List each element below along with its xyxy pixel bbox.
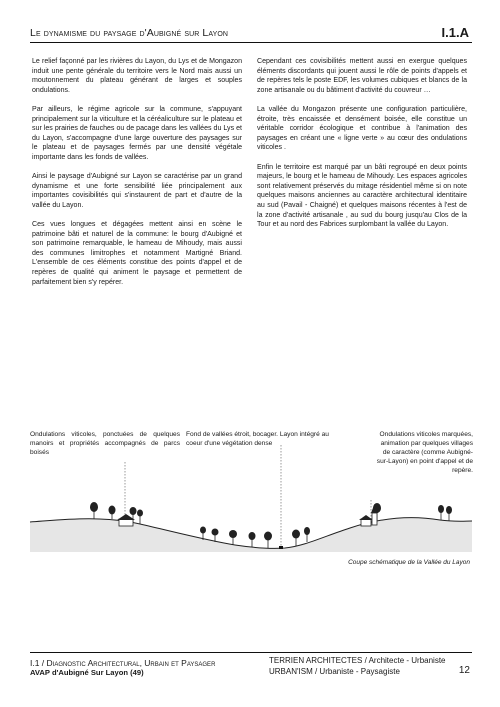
tree-icon: [304, 527, 310, 542]
manor-house-icon: [117, 514, 135, 526]
tree-icon: [137, 510, 143, 525]
paragraph: Ainsi le paysage d'Aubigné sur Layon se caractérise par un grand dynamisme et une forte sensibilité liée principalement aux importantes covisibilités qui s'instaurent de part et d'autre de la vallée du Layon.: [32, 173, 242, 209]
river-marker: [279, 546, 283, 549]
paragraph: Ces vues longues et dégagées mettent ainsi en scène le patrimoine bâti et naturel de la commune: le bourg d'Aubigné et son patrimoine remarquable, le hameau de Mihoudy, mais aussi des communes limitrophes et notamment Martigné Briand. L'ensemble de ces éléments constitue des points d'appel et de repères de qualité qui animent le paysage et permettent de parfaitement bien s'y repérer.: [32, 221, 242, 286]
tree-icon: [249, 532, 256, 547]
tree-icon: [212, 529, 219, 543]
footer-divider: [30, 652, 472, 653]
tree-icon: [229, 530, 237, 545]
tree-icon: [292, 530, 300, 547]
footer-firm-line2: URBAN'ISM / Urbaniste - Paysagiste: [269, 667, 400, 676]
page-number: 12: [458, 665, 470, 676]
footer-document-title: AVAP d'Aubigné Sur Layon (49): [30, 668, 144, 677]
page-title: Le dynamisme du paysage d'Aubigné sur Layon: [30, 27, 229, 39]
annotation-right: Ondulations viticoles marquées, animation par quelques villages de caractère (comme Aubigné-sur-Layon) en point d'appel et de repère.: [376, 431, 473, 474]
footer-section: I.1 / Diagnostic Architectural, Urbain et Paysager: [30, 658, 216, 668]
paragraph: Enfin le territoire est marqué par un bâti regroupé en deux points majeurs, le bourg et le hameau de Mihoudy. Les espaces agricoles sont relativement préservés du mitage résidentiel même si on note quelques maisons anciennes au caractère architectural identitaire au sud (Pavail - Chaigné) et quelques maisons récentes à l'est de la zone d'activité artisanale , au sud du bourg jusqu'au Clos de la Tour et au nord des Fabrices surplombant la vallée du Layon.: [257, 163, 467, 229]
footer-firm-line1: TERRIEN ARCHITECTES / Architecte - Urbaniste: [269, 656, 446, 665]
tree-icon: [438, 505, 444, 520]
annotation-left: Ondulations viticoles, ponctuées de quelques manoirs et propriétés accompagnés de parcs boisés: [30, 431, 180, 456]
paragraph: Le relief façonné par les rivières du Layon, du Lys et de Mongazon induit une pente générale du territoire vers le Nord mais aussi un moutonnement du plateau générant de larges et souples ondulations.: [32, 58, 242, 94]
tree-icon: [90, 502, 98, 519]
tree-icon: [446, 506, 452, 521]
annotation-middle: Fond de vallées étroit, bocager. Layon intégré au coeur d'une végétation dense: [186, 431, 329, 447]
diagram-caption: Coupe schématique de la Vallée du Layon: [348, 559, 470, 566]
paragraph: La vallée du Mongazon présente une configuration particulière, étroite, très encaissée et densément boisée, elle constitue un véritable corridor écologique et contribue à l'animation des paysages en créant une « ligne verte » au cœur des ondulations viticoles .: [257, 105, 467, 152]
paragraph: Cependant ces covisibilités mettent aussi en exergue quelques éléments discordants qui jouent aussi le rôle de points d'appels et de repères tels le poste EDF, les volumes cubiques et blancs de la zone artisanale ou du bâtiment d'activité du couvreur …: [257, 58, 467, 94]
tree-icon: [264, 532, 272, 549]
paragraph: Par ailleurs, le régime agricole sur la commune, s'appuyant principalement sur la viticulture et la céréaliculture sur le plateau et sur les prairies de fauches ou de pacage dans les vallées du Lys et du Layon, s'accompagne d'une large ouverture des paysages sur le plateau et de paysages fermés par une densité végétale importante dans les fonds de vallées.: [32, 105, 242, 161]
village-church-icon: [359, 504, 378, 526]
tree-icon: [109, 506, 116, 520]
section-code: I.1.A: [441, 25, 469, 40]
